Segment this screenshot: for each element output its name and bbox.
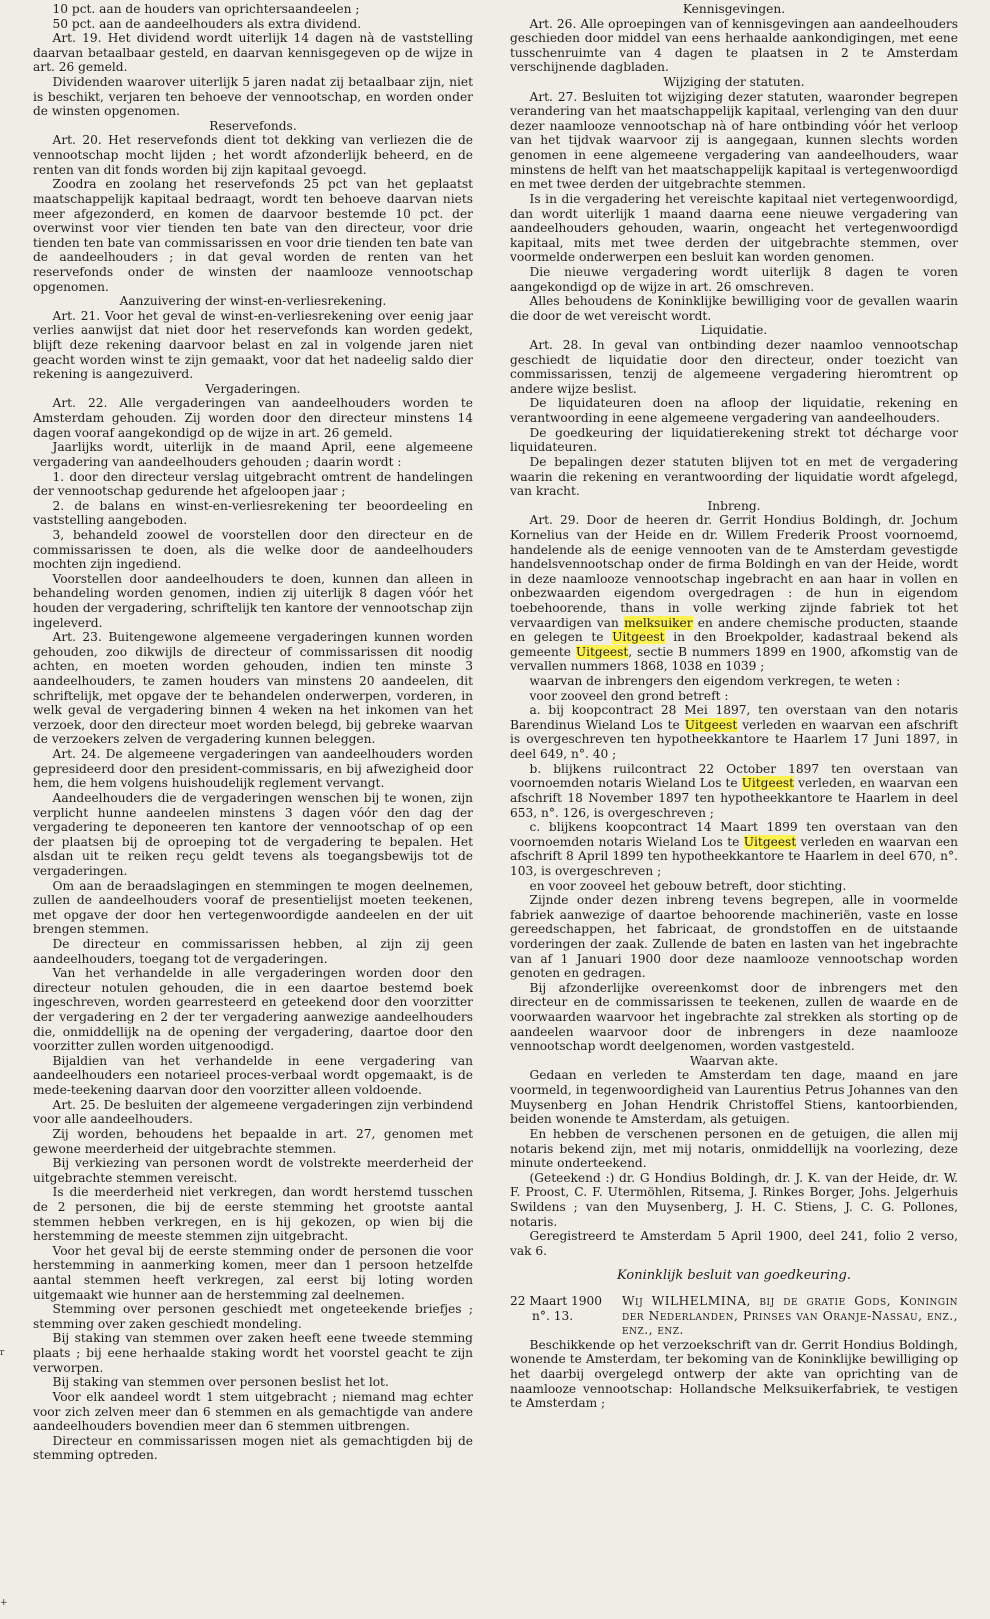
paragraph: Bij staking van stemmen over zaken heeft eene tweede stemming plaats ; bij eene herhaalde staking wordt het voorstel geacht te zijn verworpen. <box>33 1331 473 1375</box>
highlight-uitgeest: Uitgeest <box>575 644 629 659</box>
highlight-melksuiker: melksuiker <box>624 615 693 630</box>
decree-header <box>510 1294 958 1338</box>
paragraph: 2. de balans en winst-en-verliesrekening ter beoordeeling en vaststelling aangeboden. <box>33 498 473 528</box>
paragraph: De liquidateuren doen na afloop der liquidatie, rekening en verantwoording in eene algemeene vergadering van aandeelhouders. <box>510 396 958 426</box>
paragraph: 50 pct. aan de aandeelhouders als extra dividend. <box>52 16 362 31</box>
paragraph: Art. 25. De besluiten der algemeene vergaderingen zijn verbindend voor alle aandeelhouders. <box>33 1097 473 1127</box>
section-heading: Liquidatie. <box>700 323 768 338</box>
paragraph: waarvan de inbrengers den eigendom verkregen, te weten : <box>529 674 901 689</box>
paragraph: Jaarlijks wordt, uiterlijk in de maand April, eene algemeene vergadering van aandeelhouders gehouden ; daarin wordt : <box>33 440 473 469</box>
paragraph: Voor het geval bij de eerste stemming onder de personen die voor herstemming in aanmerking komen, meer dan 1 persoon hetzelfde aantal stemmen heeft verkregen, zal eerst bij loting worden uitgemaakt wie hunner aan de herstemming zal deelnemen. <box>33 1243 473 1302</box>
decree-text: Wij WILHELMINA, bij de gratie Gods, Koningin der Nederlanden, Prinses van Oranje-Nassau, enz., enz., enz. <box>622 1293 958 1338</box>
paragraph: Voor elk aandeel wordt 1 stem uitgebracht ; niemand mag echter voor zich zelven meer dan 6 stemmen en als gemachtigde van andere aandeelhouders bovendien meer dan 6 stemmen uitbrengen. <box>33 1389 473 1434</box>
paragraph: 1. door den directeur verslag uitgebracht omtrent de handelingen der vennootschap gedurende het afgeloopen jaar ; <box>33 469 473 499</box>
paragraph: Art. 22. Alle vergaderingen van aandeelhouders worden te Amsterdam gehouden. Zij worden door den directeur minstens 14 dagen vooraf aangekondigd op de wijze in art. 26 gemeld. <box>33 396 473 440</box>
clause-b: b. blijkens ruilcontract 22 October 1897 ten overstaan van voornoemden notaris Wieland Los te Uitgeest verleden, en waarvan een afschrift 18 November 1897 ten hypotheekkantore te Haarlem in deel 653, n°. 126, is overgeschreven ; <box>510 761 958 820</box>
section-heading: Reservefonds. <box>209 118 297 133</box>
section-heading: Waarvan akte. <box>689 1053 779 1068</box>
paragraph: En hebben de verschenen personen en de getuigen, die allen mij notaris bekend zijn, met mij notaris, onmiddellijk na voorlezing, deze minute onderteekend. <box>510 1126 958 1171</box>
paragraph: De bepalingen dezer statuten blijven tot en met de vergadering waarin die rekening en verantwoording der liquidatie wordt afgelegd, van kracht. <box>510 454 958 499</box>
paragraph: en voor zooveel het gebouw betreft, door stichting. <box>529 878 847 893</box>
paragraph: Geregistreerd te Amsterdam 5 April 1900, deel 241, folio 2 verso, vak 6. <box>510 1229 958 1258</box>
section-heading: Inbreng. <box>707 498 761 513</box>
highlight-uitgeest: Uitgeest <box>741 776 795 791</box>
article-29: Art. 29. Door de heeren dr. Gerrit Hondius Boldingh, dr. Jochum Kornelius van der Heide en dr. Willem Frederik Proost voornoemd, handelende als de eenige vennooten van de te Amsterdam gevestigde handelsvennootschap onder de firma Boldingh en van der Heide, wordt in deze naamlooze vennootschap ingebracht en aan haar in vollen en onbezwaarden eigendom overgedragen : de hun in eigendom toebehoorende, thans in volle werking zijnde fabriek tot het vervaardigen van melksuiker en andere chemische producten, staande en gelegen te Uitgeest in den Broekpolder, kadastraal bekend als gemeente Uitgeest, sectie B nummers 1899 en 1900, afkomstig van de vervallen nummers 1868, 1038 en 1039 ; <box>510 513 958 674</box>
paragraph: (Geteekend :) dr. G Hondius Boldingh, dr. J. K. van der Heide, dr. W. F. Proost, C. F. Utermöhlen, Ritsema, J. Rinkes Borger, Johs. Jelgerhuis Swildens ; van den Muysenberg, J. H. C. Stiens, J. C. G. Pollones, notaris. <box>510 1170 958 1229</box>
paragraph: Van het verhandelde in alle vergaderingen worden door den directeur notulen gehouden, die in een daartoe bestemd boek ingeschreven, worden gearresteerd en geteekend door den voorzitter der vergadering en 2 der ter vergadering aanwezige aandeelhouders die, onmiddellijk na de opening der vergadering, daartoe door den voorzitter zullen worden uitgenoodigd. <box>33 966 473 1054</box>
decree-title: Koninklijk besluit van goedkeuring. <box>617 1268 851 1284</box>
paragraph: Art. 24. De algemeene vergaderingen van aandeelhouders worden gepresideerd door den president-commissaris, en bij afwezigheid door hem, die hem volgens huishoudelijk reglement vervangt. <box>33 747 473 791</box>
margin-mark: r <box>0 1348 5 1358</box>
highlight-uitgeest: Uitgeest <box>612 630 665 645</box>
paragraph: Art. 23. Buitengewone algemeene vergaderingen kunnen worden gehouden, zoo dikwijls de directeur of commissarissen dit noodig achten, en moeten worden gehouden, indien ten minste 3 aandeelhouders, te zamen houders van minstens 20 aandeelen, dit schriftelijk, met opgave der te behandelen onderwerpen, vorderen, in welk geval de vergadering binnen 4 weken na het inkomen van het verzoek, door den directeur moet worden belegd, bij gebreke waarvan de verzoekers zelven de vergadering kunnen beleggen. <box>33 630 473 747</box>
paragraph: 10 pct. aan de houders van oprichtersaandeelen ; <box>52 2 360 16</box>
paragraph: Alles behoudens de Koninklijke bewilliging voor de gevallen waarin die door de wet vereischt wordt. <box>510 294 958 323</box>
paragraph: 3, behandeld zoowel de voorstellen door den directeur en de commissarissen te doen, als die welke door de aandeelhouders mochten zijn ingediend. <box>33 527 473 572</box>
paragraph: Bij afzonderlijke overeenkomst door de inbrengers met den directeur en de commissarissen te teekenen, zullen de waarde en de voorwaarden waarvoor het ingebrachte zal strekken als storting op de aandeelen waarvoor door de inbrengers in deze naamlooze vennootschap wordt deelgenomen, worden vastgesteld. <box>510 980 958 1054</box>
margin-mark: + <box>0 1598 8 1608</box>
paragraph: Is die meerderheid niet verkregen, dan wordt herstemd tusschen de 2 personen, die bij de eerste stemming het grootste aantal stemmen hebben verkregen, en is hij gekozen, op wien bij die herstemming de meeste stemmen zijn uitgebracht. <box>33 1185 473 1244</box>
section-heading: Aanzuivering der winst-en-verliesrekening. <box>119 294 387 309</box>
paragraph: Zijnde onder dezen inbreng tevens begrepen, alle in voormelde fabriek aanwezige of daartoe behoorende machineriën, vaste en losse gereedschappen, het fabricaat, de grondstoffen en de uitstaande vorderingen der zaak. Zullende de baten en lasten van het ingebrachte van af 1 Januari 1900 door deze naamlooze vennootschap worden genoten en gedragen. <box>510 893 958 981</box>
paragraph: Art. 27. Besluiten tot wijziging dezer statuten, waaronder begrepen verandering van het maatschappelijk kapitaal, verlenging van den duur dezer naamlooze vennootschap nà of hare ontbinding vóór het verloop van het tijdvak waarvoor zij is aangegaan, kunnen slechts worden genomen in eene algemeene vergadering van aandeelhouders, waar minstens de helft van het maatschappelijk kapitaal is vertegenwoordigd en met twee derden der uitgebrachte stemmen. <box>510 89 958 192</box>
paragraph: Bijaldien van het verhandelde in eene vergadering van aandeelhouders een notarieel proces-verbaal wordt opgemaakt, is de mede-teekening daarvan door den voorzitter alleen voldoende. <box>33 1053 473 1098</box>
paragraph: Zij worden, behoudens het bepaalde in art. 27, genomen met gewone meerderheid der uitgebrachte stemmen. <box>33 1126 473 1156</box>
left-column <box>33 2 473 1615</box>
paragraph: Voorstellen door aandeelhouders te doen, kunnen dan alleen in behandeling worden genomen, indien zij uiterlijk 8 dagen vóór het houden der vergadering, schriftelijk ten kantore der vennootschap zijn ingeleverd. <box>33 571 473 630</box>
paragraph: Dividenden waarover uiterlijk 5 jaren nadat zij betaalbaar zijn, niet is beschikt, verjaren ten behoeve der vennootschap, en worden onder de winsten opgenomen. <box>33 75 473 119</box>
paragraph: Art. 19. Het dividend wordt uiterlijk 14 dagen nà de vaststelling daarvan betaalbaar gesteld, en daarvan kennisgegeven op de wijze in art. 26 gemeld. <box>33 31 473 75</box>
paragraph: Art. 21. Voor het geval de winst-en-verliesrekening over eenig jaar verlies aanwijst dat niet door het reservefonds kan worden gedekt, blijft deze rekening daarvoor belast en zal in volgende jaren niet geacht worden winst te zijn gemaakt, voor dat het nadeelig saldo dier rekening is aangezuiverd. <box>33 308 473 382</box>
paragraph: Om aan de beraadslagingen en stemmingen te mogen deelnemen, zullen de aandeelhouders vooraf de presentielijst moeten teekenen, met opgave der door hen vertegenwoordigde aandeelen en der uit brengen stemmen. <box>33 878 473 937</box>
paragraph: Aandeelhouders die de vergaderingen wenschen bij te wonen, zijn verplicht hunne aandeelen minstens 3 dagen vóór den dag der vergadering te deponeeren ten kantore der vennootschap of op een der plaatsen bij de oproeping tot de vergadering te bepalen. Het alsdan uit te reiken reçu geldt tevens als toegangsbewijs tot de vergaderingen. <box>33 790 473 878</box>
paragraph: Bij verkiezing van personen wordt de volstrekte meerderheid der uitgebrachte stemmen vereischt. <box>33 1156 473 1185</box>
paragraph: Stemming over personen geschiedt met ongeteekende briefjes ; stemming over zaken geschiedt mondeling. <box>33 1302 473 1331</box>
decree-body: Beschikkende op het verzoekschrift van dr. Gerrit Hondius Boldingh, wonende te Amsterdam, ter bekoming van de Koninklijke bewilliging op het daarbij overgelegd ontwerp der akte van oprichting van de naamlooze vennootschap: Hollandsche Melksuikerfabriek, te vestigen te Amsterdam ; <box>510 1337 958 1411</box>
clause-c: c. blijkens koopcontract 14 Maart 1899 ten overstaan van den voornoemden notaris Wieland Los te Uitgeest verleden en waarvan een afschrift 8 April 1899 ten hypotheekkantore te Haarlem in deel 670, n°. 103, is overgeschreven ; <box>510 820 958 878</box>
paragraph: Gedaan en verleden te Amsterdam ten dage, maand en jare voormeld, in tegenwoordigheid van Laurentius Petrus Johannes van den Muysenberg en Johan Hendrik Christoffel Stiens, kantoorbienden, beiden wonende te Amsterdam, als getuigen. <box>510 1068 958 1127</box>
section-heading: Vergaderingen. <box>205 381 301 396</box>
paragraph: Art. 26. Alle oproepingen van of kennisgevingen aan aandeelhouders geschieden door middel van eens herhaalde aankondigingen, met eene tusschenruimte van 4 dagen te plaatsen in 2 te Amsterdam verschijnende dagbladen. <box>510 16 958 75</box>
highlight-uitgeest: Uitgeest <box>684 717 738 732</box>
right-articles-26-28 <box>510 2 958 513</box>
paragraph: Die nieuwe vergadering wordt uiterlijk 8 dagen te voren aangekondigd op de wijze in art. 26 omschreven. <box>510 264 958 294</box>
paragraph: De directeur en commissarissen hebben, al zijn zij geen aandeelhouders, toegang tot de vergaderingen. <box>33 937 473 966</box>
section-heading: Wijziging der statuten. <box>663 75 805 90</box>
paragraph: Bij staking van stemmen over personen beslist het lot. <box>52 1375 389 1390</box>
decree-number: n°. 13. <box>532 1308 574 1323</box>
paragraph: De goedkeuring der liquidatierekening strekt tot décharge voor liquidateuren. <box>510 425 958 455</box>
paragraph: Is in die vergadering het vereischte kapitaal niet vertegenwoordigd, dan wordt uiterlijk 1 maand daarna eene nieuwe vergadering van aandeelhouders gehouden, waarin, ongeacht het vertegenwoordigd kapitaal, mits met twee derden der uitgebrachte stemmen, over voormelde onderwerpen een besluit kan worden genomen. <box>510 191 958 265</box>
paragraph: Art. 28. In geval van ontbinding dezer naamloo vennootschap geschiedt de liquidatie door den directeur, onder toezicht van commissarissen, tenzij de algemeene vergadering hieromtrent op andere wijze beslist. <box>510 338 958 396</box>
paragraph: Directeur en commissarissen mogen niet als gemachtigden bij de stemming optreden. <box>33 1433 473 1463</box>
paragraph: voor zooveel den grond betreft : <box>529 688 729 703</box>
paragraph: Art. 20. Het reservefonds dient tot dekking van verliezen die de vennootschap mocht lijden ; het wordt afzonderlijk beheerd, en de renten van dit fonds worden bij zijn kapitaal gevoegd. <box>33 133 473 177</box>
section-heading: Kennisgevingen. <box>682 2 786 16</box>
right-column <box>510 2 958 1615</box>
clause-a: a. bij koopcontract 28 Mei 1897, ten overstaan van den notaris Barendinus Wieland Los te Uitgeest verleden en waarvan een afschrift is overgeschreven ten hypotheekkantore te Haarlem 17 Juni 1897, in deel 649, n°. 40 ; <box>510 703 958 762</box>
decree-date: 22 Maart 1900 <box>510 1293 603 1308</box>
paragraph: Zoodra en zoolang het reservefonds 25 pct van het geplaatst maatschappelijk kapitaal bedraagt, wordt ten behoeve daarvan niets meer afgezonderd, en komen de daarvoor bestemde 10 pct. der overwinst voor vier tienden ten bate van den directeur, voor drie tienden ten bate van commissarissen en voor drie tienden ten bate van de aandeelhouders ; in dat geval worden de renten van het reservefonds onder de winsten der naamlooze vennootschap opgenomen. <box>33 177 473 294</box>
right-closing-text <box>510 879 958 1259</box>
highlight-uitgeest: Uitgeest <box>743 834 797 849</box>
